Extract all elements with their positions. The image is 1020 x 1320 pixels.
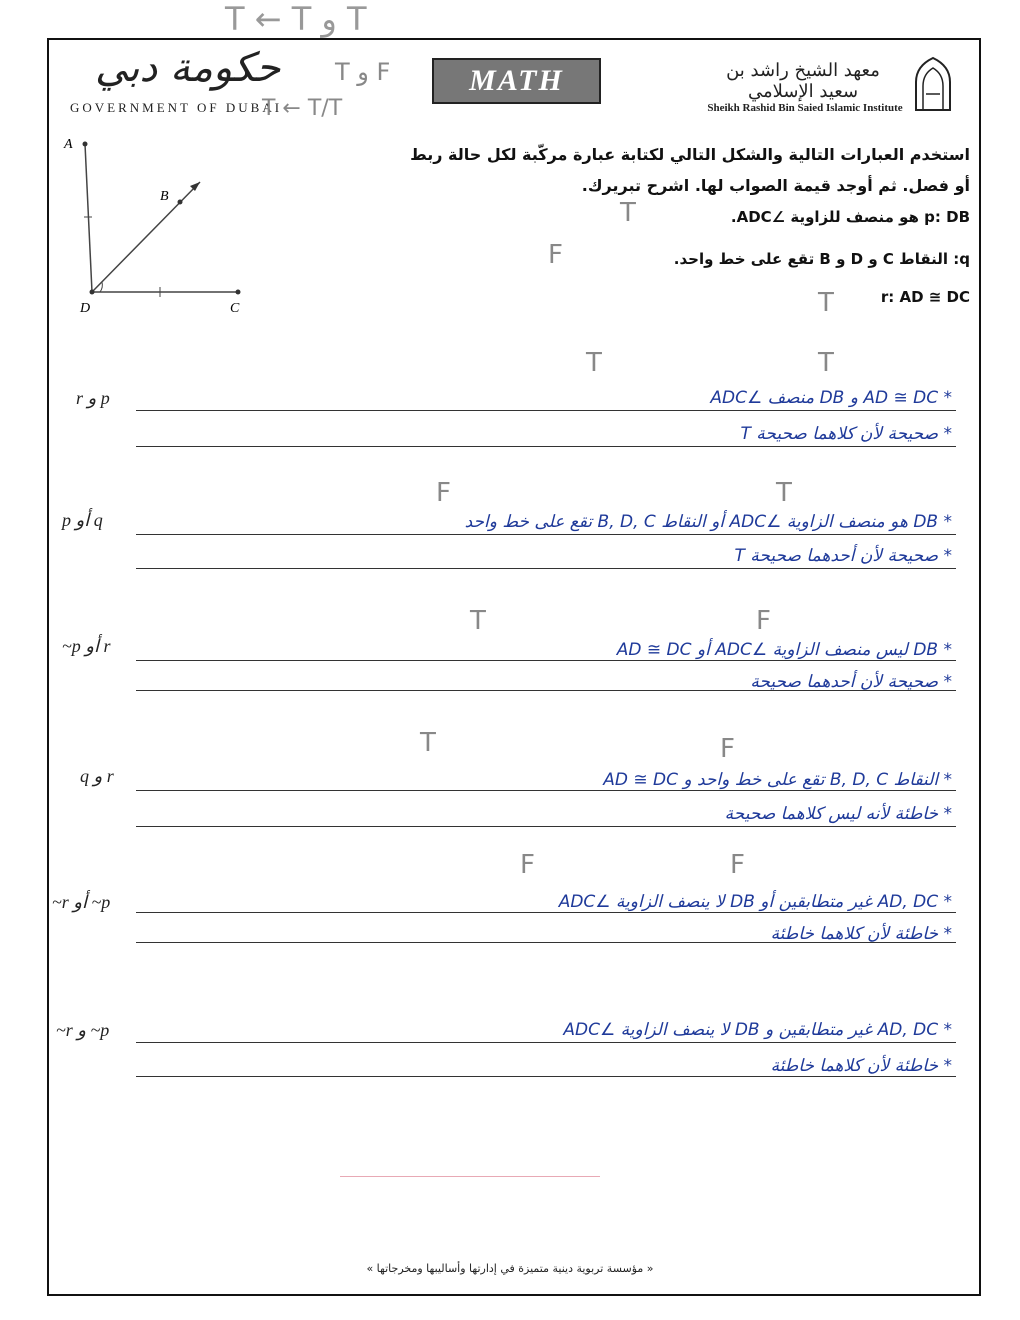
item-1-answer-line-2: * صحيحة لأن كلاهما صحيحة T	[740, 424, 952, 444]
point-b	[178, 200, 183, 205]
angle-figure	[60, 132, 260, 322]
item-3-answer-line-2: * صحيحة لأن أحدهما صحيحة	[750, 672, 952, 692]
item-5-rule-2	[136, 942, 956, 943]
item-1-mark-2: T	[818, 348, 834, 378]
item-2-mark-2: T	[776, 478, 792, 508]
item-6-rule-2	[136, 1076, 956, 1077]
item-6-rule-1	[136, 1042, 956, 1043]
label-a: A	[64, 137, 73, 152]
label-d: D	[80, 301, 91, 316]
instruction-line-1: استخدم العبارات التالية والشكل التالي لكتابة عبارة مركّبة لكل حالة ربط	[410, 145, 970, 164]
item-5-mark-1: F	[520, 850, 535, 880]
gov-arabic-logo: حكومة دبي	[95, 45, 281, 91]
item-2-label: p أو q	[62, 510, 103, 530]
institute-english-logo: Sheikh Rashid Bin Saied Islamic Institute	[707, 102, 903, 114]
item-4-label: q و r	[80, 766, 114, 786]
item-4-mark-2: F	[720, 734, 735, 764]
statement-q-mark: F	[548, 240, 563, 270]
item-4-rule-2	[136, 826, 956, 827]
item-1-mark-1: T	[586, 348, 602, 378]
statement-p: p: DB هو منصف للزاوية ∠ADC.	[730, 208, 970, 226]
header-note-2: T ← T/T	[262, 96, 343, 121]
ray-db	[92, 182, 200, 292]
top-note: T ← T و T	[225, 0, 367, 38]
item-3-mark-2: F	[756, 606, 771, 636]
point-d	[90, 290, 95, 295]
label-b: B	[160, 189, 169, 204]
instruction-line-2: أو فصل. ثم أوجد قيمة الصواب لها. اشرح تبريرك.	[581, 176, 970, 195]
item-2-answer-line-2: * صحيحة لأن أحدهما صحيحة T	[734, 546, 952, 566]
item-4-mark-1: T	[420, 728, 436, 758]
item-6-answer-line-1: * AD, DC غير متطابقين و DB لا ينصف الزاوية ∠ADC	[563, 1020, 952, 1040]
item-1-rule-2	[136, 446, 956, 447]
item-5-rule-1	[136, 912, 956, 913]
item-5-mark-2: F	[730, 850, 745, 880]
item-2-answer-line-1: * DB هو منصف الزاوية ∠ADC أو النقاط B, D, C تقع على خط واحد	[464, 512, 952, 532]
item-4-rule-1	[136, 790, 956, 791]
math-logo: MATH	[432, 58, 601, 104]
statement-p-mark: T	[620, 198, 636, 228]
item-1-answer-line-1: * AD ≅ DC و DB منصف ∠ADC	[710, 388, 952, 408]
item-2-mark-1: F	[436, 478, 451, 508]
header-note-1: T و F	[335, 58, 391, 86]
mosque-emblem-icon	[908, 52, 958, 112]
item-2-rule-1	[136, 534, 956, 535]
point-c	[236, 290, 241, 295]
item-4-answer-line-2: * خاطئة لأنه ليس كلاهما صحيحة	[724, 804, 952, 824]
item-5-answer-line-1: * AD, DC غير متطابقين أو DB لا ينصف الزاوية ∠ADC	[558, 892, 952, 912]
item-5-label: ~r أو ~p	[52, 892, 111, 912]
item-3-mark-1: T	[470, 606, 486, 636]
item-4-answer-line-1: * النقاط B, D, C تقع على خط واحد و AD ≅ DC	[603, 770, 952, 790]
item-1-label: r و p	[76, 388, 110, 408]
gov-english-logo: GOVERNMENT OF DUBAI	[70, 100, 283, 115]
item-3-label: ~p أو r	[62, 636, 111, 656]
item-1-rule-1	[136, 410, 956, 411]
item-6-label: ~r و ~p	[56, 1020, 110, 1040]
item-5-answer-line-2: * خاطئة لأن كلاهما خاطئة	[770, 924, 952, 944]
item-3-rule-1	[136, 660, 956, 661]
decorative-pink-line	[340, 1176, 600, 1177]
statement-r-mark: T	[818, 288, 834, 318]
item-6-answer-line-2: * خاطئة لأن كلاهما خاطئة	[770, 1056, 952, 1076]
item-3-rule-2	[136, 690, 956, 691]
point-a	[83, 142, 88, 147]
statement-q: q: النقاط C و D و B تقع على خط واحد.	[673, 250, 970, 268]
statement-r: r: AD ≅ DC	[880, 288, 970, 306]
label-c: C	[230, 301, 240, 316]
institute-arabic-logo: معهد الشيخ راشد بن سعيد الإسلامي	[726, 60, 880, 102]
item-2-rule-2	[136, 568, 956, 569]
item-3-answer-line-1: * DB ليس منصف الزاوية ∠ADC أو AD ≅ DC	[616, 640, 952, 660]
footer-slogan: « مؤسسة تربوية دينية متميزة في إدارتها وأساليبها ومخرجاتها »	[366, 1262, 654, 1275]
ray-da	[85, 144, 92, 292]
